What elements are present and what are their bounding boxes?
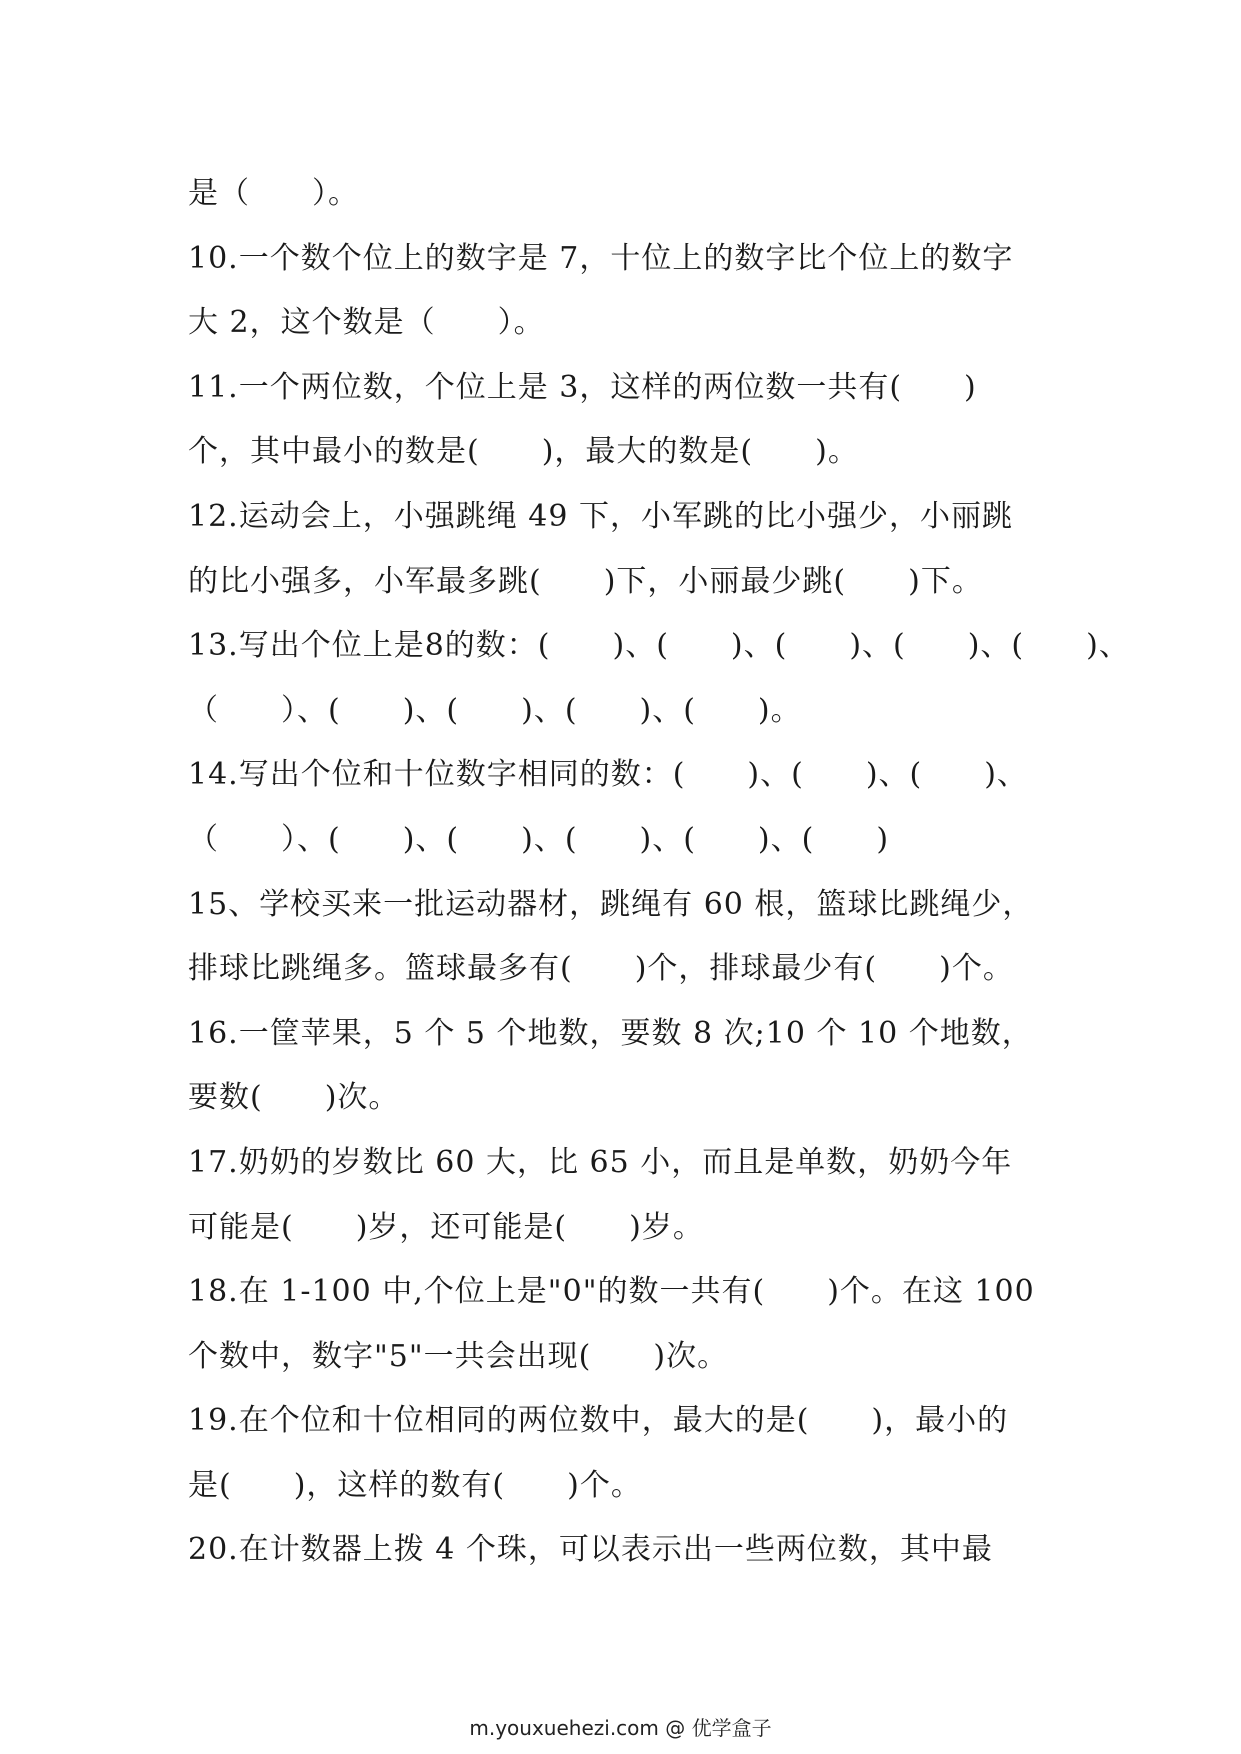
text-line: 10.一个数个位上的数字是 7，十位上的数字比个位上的数字 <box>188 240 1014 276</box>
text-line: 个数中，数字"5"一共会出现( )次。 <box>188 1338 729 1374</box>
text-line: （ ）、( )、( )、( )、( )。 <box>188 692 802 728</box>
text-line: 的比小强多，小军最多跳( )下，小丽最少跳( )下。 <box>188 563 983 599</box>
text-line: 11.一个两位数，个位上是 3，这样的两位数一共有( ) <box>188 369 977 405</box>
text-line: 个，其中最小的数是( )，最大的数是( )。 <box>188 434 859 470</box>
text-line: 18.在 1-100 中,个位上是"0"的数一共有( )个。在这 100 <box>188 1274 1035 1310</box>
text-line: 20.在计数器上拨 4 个珠，可以表示出一些两位数，其中最 <box>188 1532 993 1568</box>
text-line: 17.奶奶的岁数比 60 大，比 65 小，而且是单数，奶奶今年 <box>188 1144 1013 1180</box>
text-line: 12.运动会上，小强跳绳 49 下，小军跳的比小强少，小丽跳 <box>188 498 1013 534</box>
footer-watermark: m.youxuehezi.com @ 优学盒子 <box>469 1716 772 1740</box>
text-line: 大 2，这个数是（ ）。 <box>188 305 545 341</box>
text-line: 15、学校买来一批运动器材，跳绳有 60 根，篮球比跳绳少， <box>188 886 1034 922</box>
text-line: 是( )，这样的数有( )个。 <box>188 1467 642 1503</box>
text-line: 19.在个位和十位相同的两位数中，最大的是( )，最小的 <box>188 1403 1009 1439</box>
question-text <box>188 162 1130 1583</box>
text-line: 可能是( )岁，还可能是( )岁。 <box>188 1209 704 1245</box>
text-line: （ ）、( )、( )、( )、( )、( ) <box>188 821 890 857</box>
text-line: 16.一筐苹果，5 个 5 个地数，要数 8 次;10 个 10 个地数， <box>188 1015 1033 1051</box>
text-line: 要数( )次。 <box>188 1080 400 1116</box>
text-line: 13.写出个位上是8的数：( )、( )、( )、( )、( )、 <box>188 628 1130 664</box>
text-line: 是（ ）。 <box>188 176 359 211</box>
text-line: 排球比跳绳多。篮球最多有( )个，排球最少有( )个。 <box>188 951 1014 987</box>
text-line: 14.写出个位和十位数字相同的数：( )、( )、( )、 <box>188 757 1028 793</box>
